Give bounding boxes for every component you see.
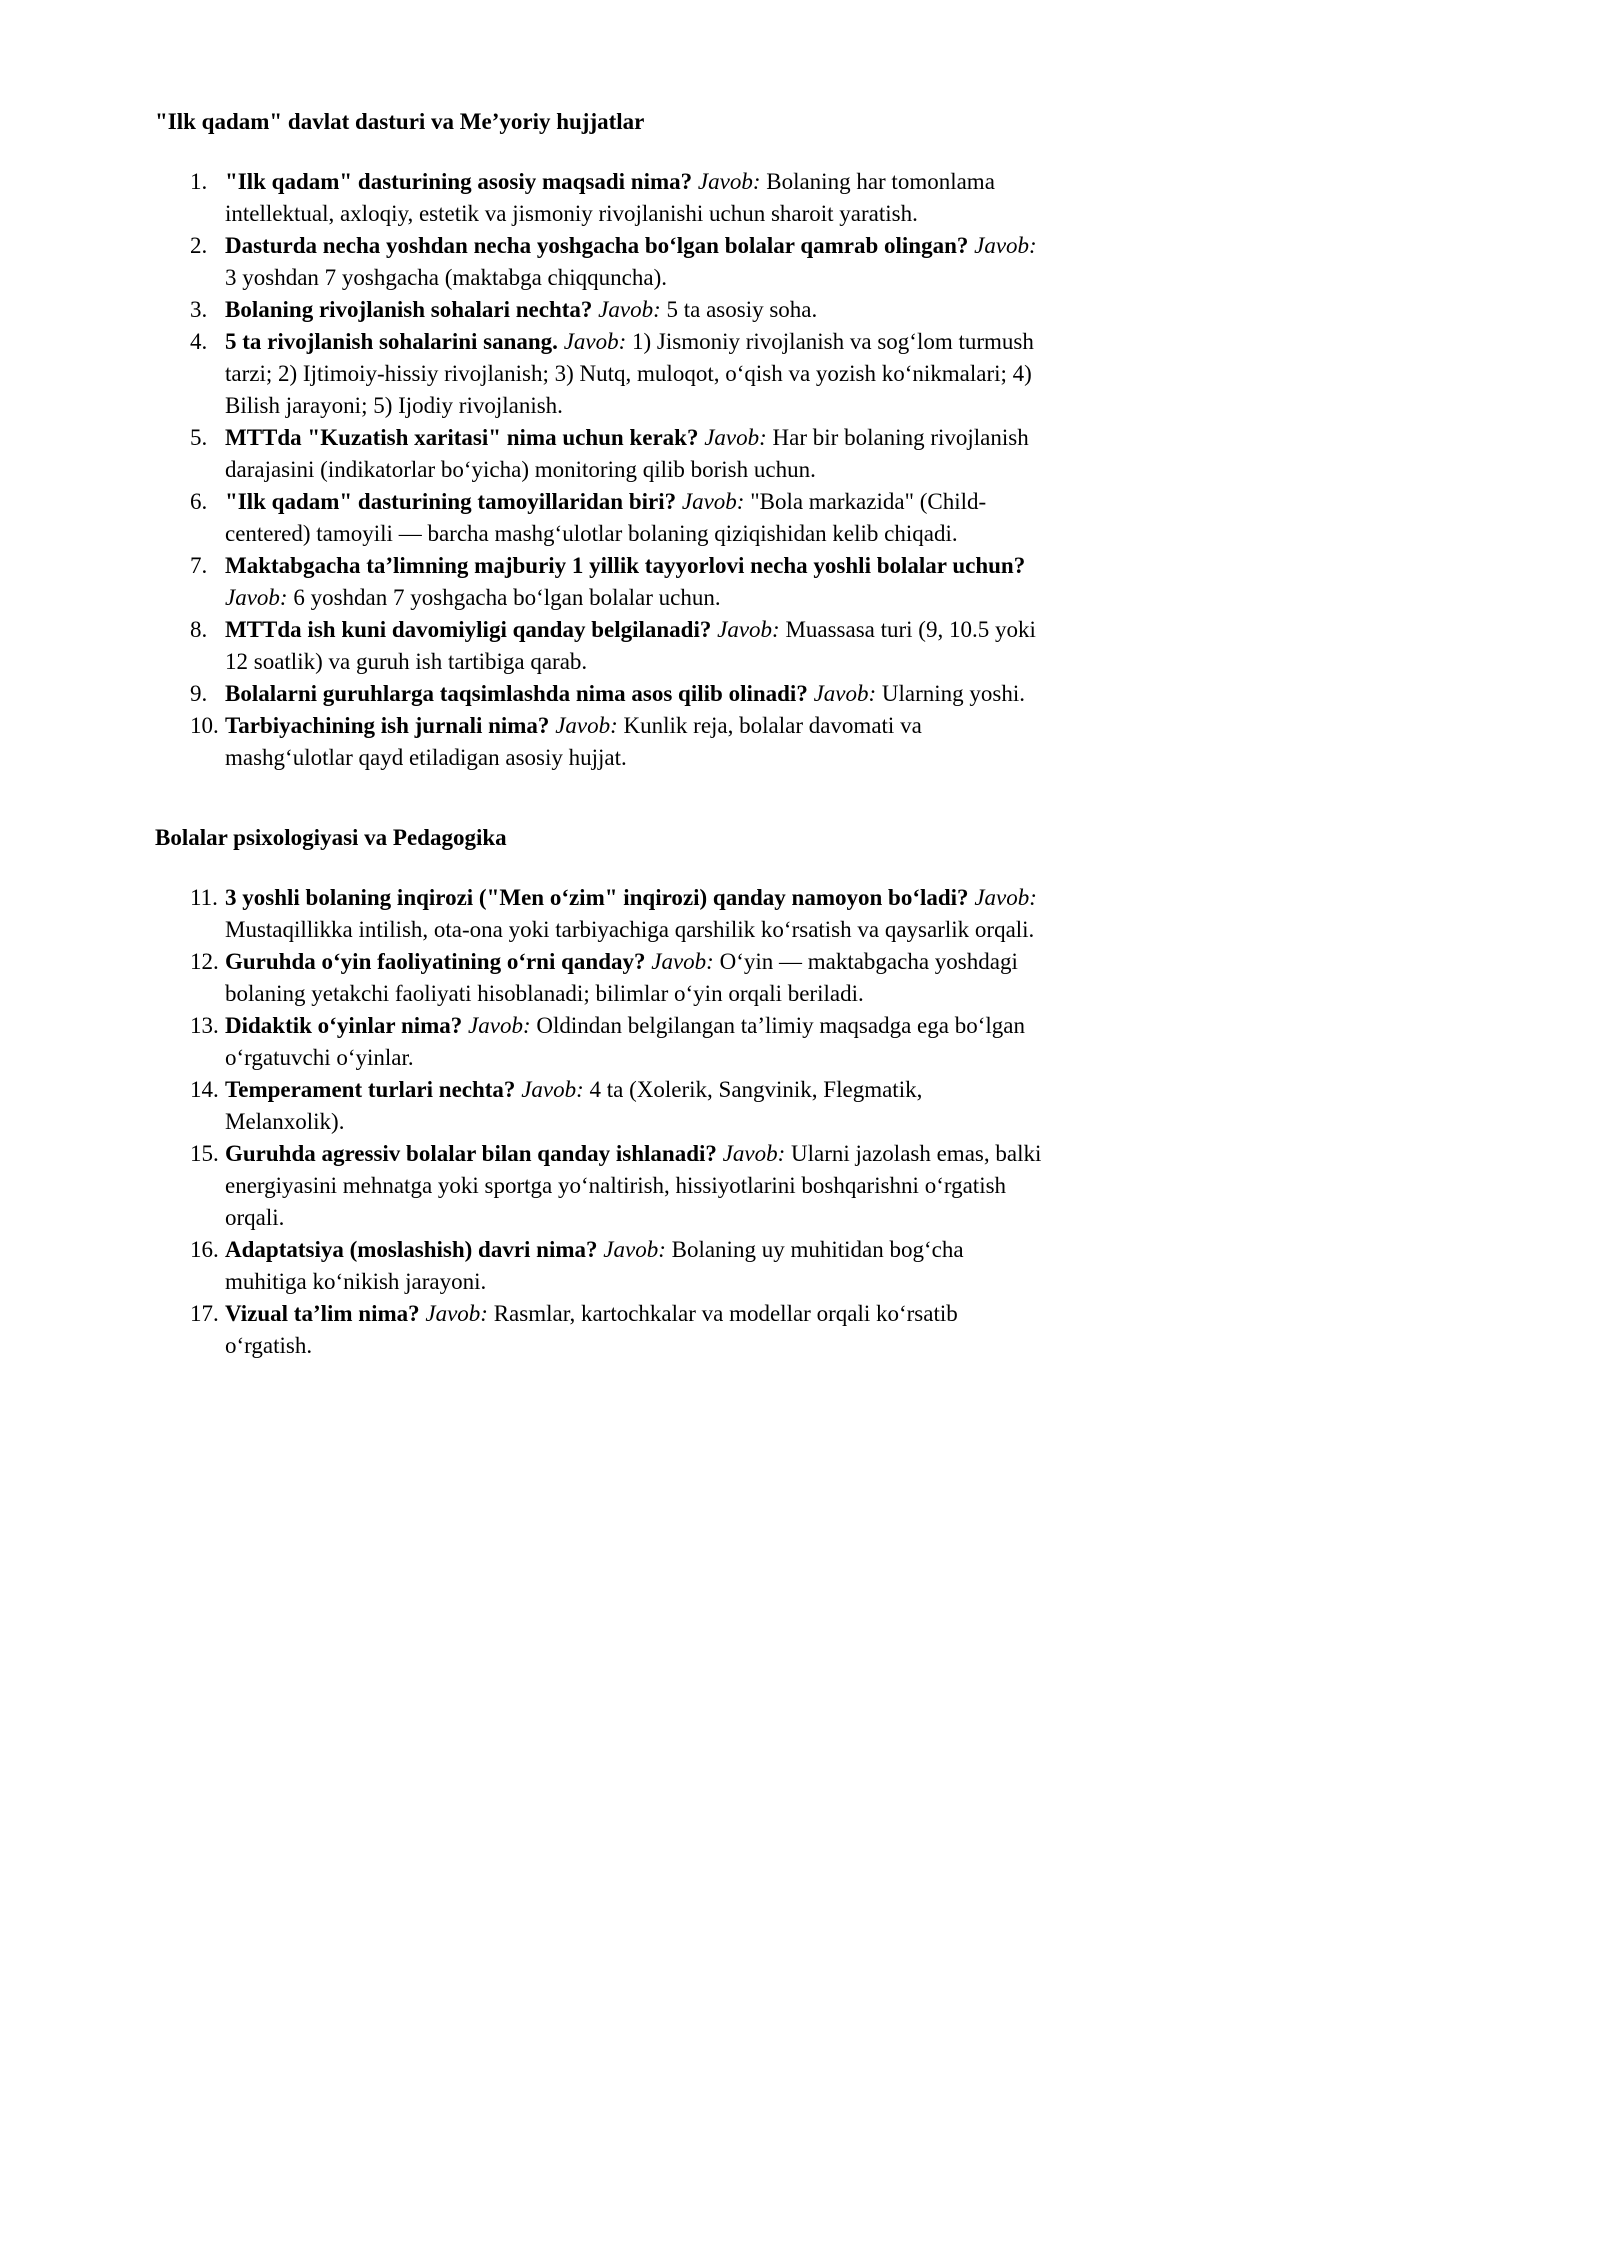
qa-item: [190, 166, 1047, 230]
qa-item: [190, 614, 1047, 678]
qa-item: [190, 946, 1047, 1010]
item-question: Guruhda agressiv bolalar bilan qanday ishlanadi?: [225, 1141, 717, 1166]
javob-label: Javob:: [468, 1013, 531, 1038]
item-answer: Rasmlar, kartochkalar va modellar orqali koʻrsatib oʻrgatish.: [225, 1301, 958, 1358]
javob-label: Javob:: [974, 885, 1037, 910]
item-question: 3 yoshli bolaning inqirozi ("Men oʻzim" inqirozi) qanday namoyon boʻladi?: [225, 885, 969, 910]
item-answer: Ularning yoshi.: [881, 681, 1026, 706]
javob-label: Javob:: [697, 169, 761, 194]
qa-item: [190, 710, 1047, 774]
javob-label: Javob:: [555, 713, 618, 738]
qa-item: [190, 1138, 1047, 1234]
item-number: 8.: [190, 617, 208, 642]
item-question: "Ilk qadam" dasturining tamoyillaridan biri?: [225, 489, 677, 514]
qa-item: [190, 1074, 1047, 1138]
javob-label: Javob:: [813, 681, 877, 706]
qa-item: [190, 326, 1047, 422]
qa-list: [190, 166, 1047, 774]
javob-label: Javob:: [704, 425, 767, 450]
qa-item: [190, 1234, 1047, 1298]
qa-item: [190, 550, 1047, 614]
item-question: Adaptatsiya (moslashish) davri nima?: [225, 1237, 598, 1262]
item-number: 17.: [190, 1301, 219, 1326]
item-number: 7.: [190, 553, 208, 578]
qa-list: [190, 882, 1047, 1362]
item-question: Vizual ta’lim nima?: [225, 1301, 420, 1326]
item-number: 16.: [190, 1237, 219, 1262]
item-number: 14.: [190, 1077, 219, 1102]
item-answer: Har bir bolaning rivojlanish darajasini (indikatorlar boʻyicha) monitoring qilib borish uchun.: [225, 425, 1029, 482]
qa-item: [190, 486, 1047, 550]
item-answer: Oʻyin — maktabgacha yoshdagi bolaning yetakchi faoliyati hisoblanadi; bilimlar oʻyin orqali beriladi.: [225, 949, 1018, 1006]
document-content: [155, 106, 1047, 1362]
item-answer: Mustaqillikka intilish, ota-ona yoki tarbiyachiga qarshilik koʻrsatish va qaysarlik orqali.: [225, 917, 1035, 942]
item-number: 3.: [190, 297, 208, 322]
javob-label: Javob:: [563, 329, 627, 354]
javob-label: Javob:: [651, 949, 714, 974]
item-number: 2.: [190, 233, 208, 258]
qa-item: [190, 1010, 1047, 1074]
section-heading: "Ilk qadam" davlat dasturi va Me’yoriy hujjatlar: [155, 109, 645, 134]
item-number: 13.: [190, 1013, 219, 1038]
item-question: Maktabgacha ta’limning majburiy 1 yillik tayyorlovi necha yoshli bolalar uchun?: [225, 553, 1026, 578]
item-number: 15.: [190, 1141, 219, 1166]
item-answer: 5 ta asosiy soha.: [666, 297, 818, 322]
item-number: 6.: [190, 489, 208, 514]
item-answer: Muassasa turi (9, 10.5 yoki 12 soatlik) va guruh ish tartibiga qarab.: [225, 617, 1036, 674]
item-answer: Kunlik reja, bolalar davomati va mashgʻulotlar qayd etiladigan asosiy hujjat.: [225, 713, 922, 770]
item-number: 12.: [190, 949, 219, 974]
section-psixologiya: [155, 822, 1047, 1362]
item-number: 10.: [190, 713, 219, 738]
item-question: Didaktik oʻyinlar nima?: [225, 1013, 463, 1038]
javob-label: Javob:: [603, 1237, 666, 1262]
item-answer: Bolaning har tomonlama intellektual, axloqiy, estetik va jismoniy rivojlanishi uchun sharoit yaratish.: [225, 169, 995, 226]
item-answer: Ularni jazolash emas, balki energiyasini mehnatga yoki sportga yoʻnaltirish, hissiyotlarini boshqarishni oʻrgatish orqali.: [225, 1141, 1042, 1230]
item-number: 11.: [190, 885, 218, 910]
item-answer: 4 ta (Xolerik, Sangvinik, Flegmatik, Melanxolik).: [225, 1077, 923, 1134]
item-question: Temperament turlari nechta?: [225, 1077, 516, 1102]
item-question: Guruhda oʻyin faoliyatining oʻrni qanday?: [225, 949, 646, 974]
item-question: MTTda ish kuni davomiyligi qanday belgilanadi?: [225, 617, 712, 642]
qa-item: [190, 422, 1047, 486]
item-question: Bolalarni guruhlarga taqsimlashda nima asos qilib olinadi?: [225, 681, 808, 706]
item-question: 5 ta rivojlanish sohalarini sanang.: [225, 329, 558, 354]
item-question: "Ilk qadam" dasturining asosiy maqsadi nima?: [225, 169, 693, 194]
javob-label: Javob:: [974, 233, 1037, 258]
item-question: MTTda "Kuzatish xaritasi" nima uchun kerak?: [225, 425, 699, 450]
javob-label: Javob:: [598, 297, 661, 322]
item-answer: 3 yoshdan 7 yoshgacha (maktabga chiqquncha).: [225, 265, 667, 290]
qa-item: [190, 678, 1047, 710]
item-number: 4.: [190, 329, 208, 354]
item-question: Tarbiyachining ish jurnali nima?: [225, 713, 550, 738]
item-answer: Bolaning uy muhitidan bogʻcha muhitiga koʻnikish jarayoni.: [225, 1237, 964, 1294]
item-number: 1.: [190, 169, 208, 194]
item-answer: "Bola markazida" (Child-centered) tamoyili — barcha mashgʻulotlar bolaning qiziqishidan kelib chiqadi.: [225, 489, 987, 546]
item-question: Dasturda necha yoshdan necha yoshgacha boʻlgan bolalar qamrab olingan?: [225, 233, 969, 258]
qa-item: [190, 1298, 1047, 1362]
item-answer: Oldindan belgilangan ta’limiy maqsadga ega boʻlgan oʻrgatuvchi oʻyinlar.: [225, 1013, 1025, 1070]
javob-label: Javob:: [225, 585, 288, 610]
javob-label: Javob:: [521, 1077, 584, 1102]
item-question: Bolaning rivojlanish sohalari nechta?: [225, 297, 593, 322]
item-number: 5.: [190, 425, 208, 450]
javob-label: Javob:: [717, 617, 780, 642]
javob-label: Javob:: [425, 1301, 488, 1326]
qa-item: [190, 230, 1047, 294]
qa-item: [190, 294, 1047, 326]
section-ilk-qadam: [155, 106, 1047, 774]
javob-label: Javob:: [681, 489, 745, 514]
section-heading: Bolalar psixologiyasi va Pedagogika: [155, 825, 507, 850]
item-answer: 1) Jismoniy rivojlanish va sogʻlom turmush tarzi; 2) Ijtimoiy-hissiy rivojlanish; 3) Nutq, muloqot, oʻqish va yozish koʻnikmalari; 4) Bilish jarayoni; 5) Ijodiy rivojlanish.: [225, 329, 1034, 418]
item-answer: 6 yoshdan 7 yoshgacha boʻlgan bolalar uchun.: [293, 585, 721, 610]
item-number: 9.: [190, 681, 208, 706]
qa-item: [190, 882, 1047, 946]
javob-label: Javob:: [722, 1141, 786, 1166]
